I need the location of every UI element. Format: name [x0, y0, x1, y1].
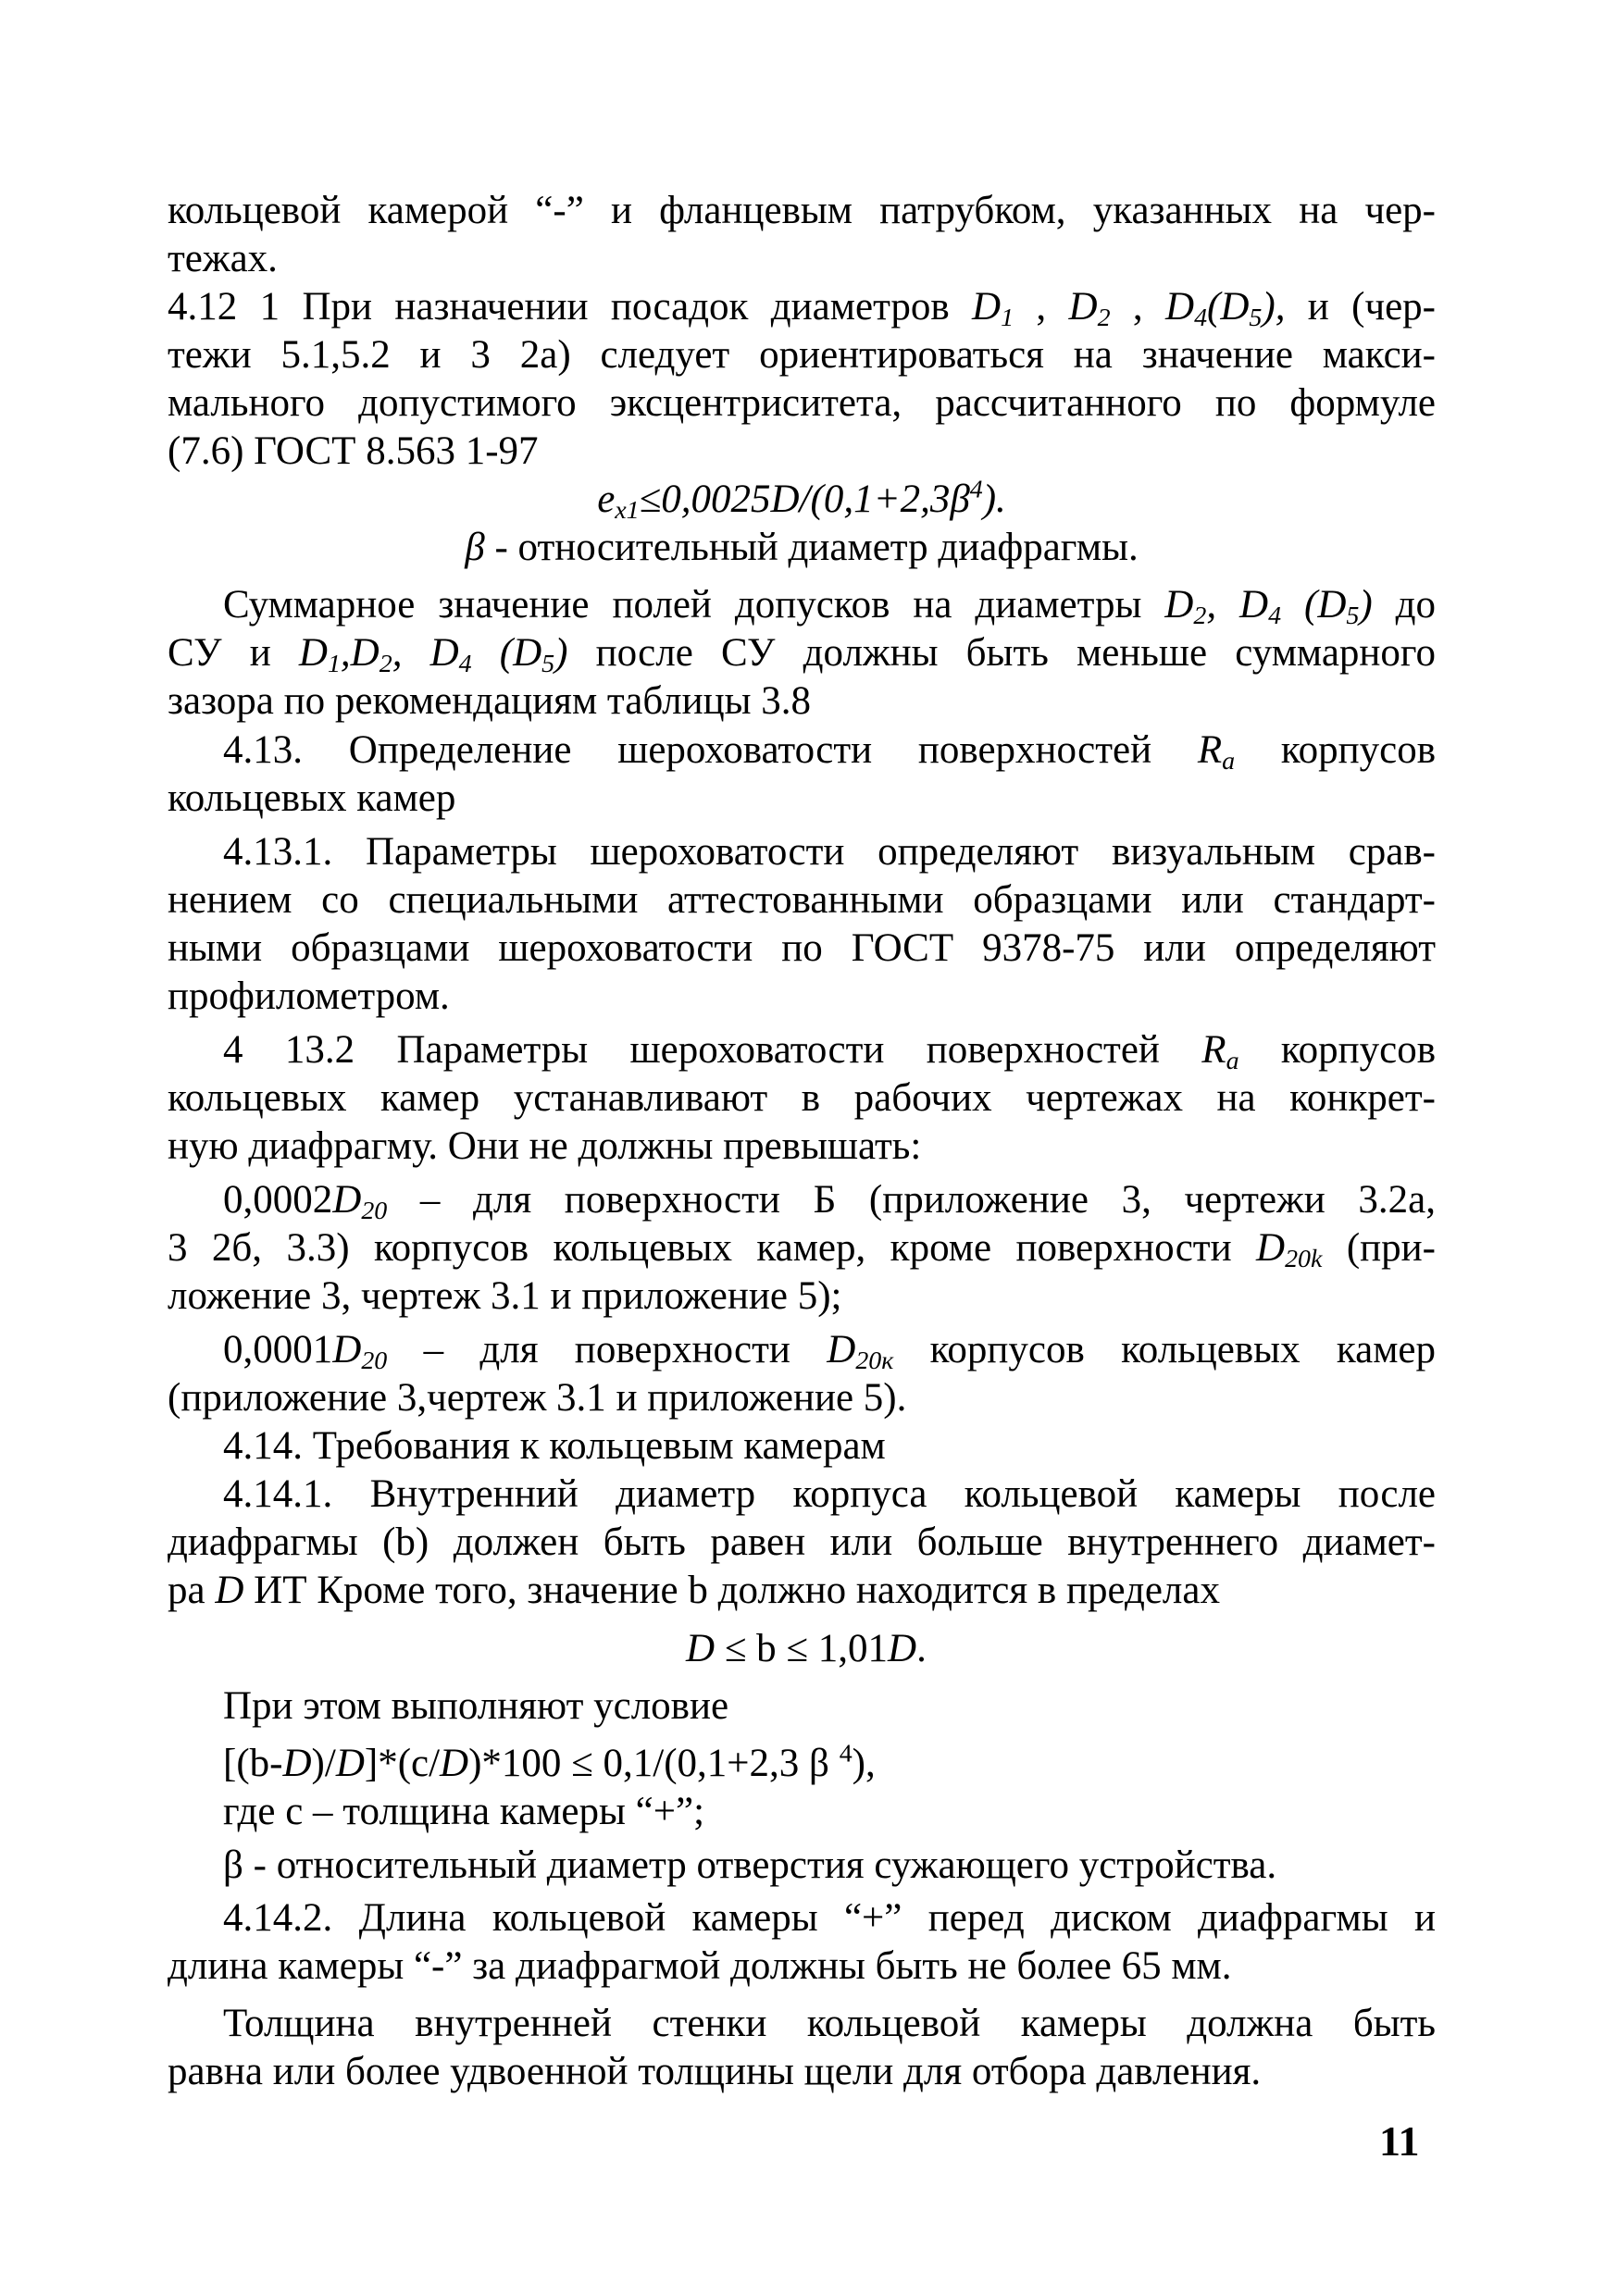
- text-line: ными образцами шероховатости по ГОСТ 9378-75 или определяют: [168, 926, 1436, 970]
- text-line: ра D ИТ Кроме того, значение b должно находится в пределах: [168, 1569, 1220, 1612]
- section-heading-4-13: 4.13. Определение шероховатости поверхностей $R_a$ корпусов: [223, 728, 1437, 776]
- text-line: β - относительный диаметр отверстия сужающего устройства.: [223, 1843, 1277, 1887]
- text-line: зазора по рекомендациям таблицы 3.8: [168, 679, 811, 723]
- text-line: тежах.: [168, 237, 278, 280]
- text-line: ложение 3, чертеж 3.1 и приложение 5);: [168, 1274, 842, 1318]
- section-heading-4-14: 4.14. Требования к кольцевым камерам: [223, 1424, 886, 1468]
- text-line: Суммарное значение полей допусков на диаметры $D_2$, $D_4$ $(D_5)$ до: [223, 583, 1437, 630]
- text-line: 4.14.2. Длина кольцевой камеры “+” перед диском диафрагмы и: [223, 1896, 1436, 1940]
- text-line: тежи 5.1,5.2 и 3 2а) следует ориентироваться на значение макси-: [168, 333, 1436, 377]
- text-line: ную диафрагму. Они не должны превышать:: [168, 1124, 922, 1168]
- text-line: мального допустимого эксцентриситета, рассчитанного по формуле: [168, 381, 1436, 425]
- text-line: При этом выполняют условие: [223, 1684, 729, 1728]
- text-line: длина камеры “-” за диафрагмой должны быть не более 65 мм.: [168, 1944, 1232, 1988]
- page-number: 11: [1379, 2117, 1420, 2165]
- text-line: кольцевых камер: [168, 776, 456, 820]
- text-line: профилометром.: [168, 974, 450, 1018]
- formula-range: D ≤ b ≤ 1,01D.: [686, 1627, 927, 1670]
- text-line: (7.6) ГОСТ 8.563 1-97: [168, 429, 539, 473]
- text-line: 4.14.1. Внутренний диаметр корпуса кольцевой камеры после: [223, 1472, 1436, 1516]
- text-line: (приложение 3,чертеж 3.1 и приложение 5).: [168, 1376, 907, 1420]
- text-line: 3 2б, 3.3) корпусов кольцевых камер, кроме поверхности $D_{20k}$ (при-: [168, 1226, 1436, 1273]
- text-line: $0,0002D_{20}$ – для поверхности Б (приложение 3, чертежи 3.2а,: [223, 1178, 1436, 1225]
- text-line: диафрагмы (b) должен быть равен или больше внутреннего диамет-: [168, 1520, 1436, 1564]
- text-line: кольцевых камер устанавливают в рабочих чертежах на конкрет-: [168, 1076, 1436, 1120]
- text-line: СУ и $D_1,D_2$, $D_4$ $(D_5)$ после СУ должны быть меньше суммарного: [168, 631, 1436, 678]
- formula-eccentricity: $e_{x1}\le 0,0025D/(0,1+2,3\beta^4)$.: [597, 475, 1006, 525]
- text-line: 4.12 1 При назначении посадок диаметров $D_1$ , $D_2$ , $D_4(D_5)$, и (чер-: [168, 285, 1437, 332]
- formula-condition: [(b-D)/D]*(c/D)*100 ≤ 0,1/(0,1+2,3 β $^4$),: [223, 1739, 876, 1785]
- text-line: 4 13.2 Параметры шероховатости поверхностей $R_a$ корпусов: [223, 1028, 1436, 1075]
- text-line: равна или более удвоенной толщины щели для отбора давления.: [168, 2050, 1262, 2093]
- formula-note: β - относительный диаметр диафрагмы.: [465, 526, 1139, 569]
- text-line: где с – толщина камеры “+”;: [223, 1790, 705, 1833]
- text-line: 4.13.1. Параметры шероховатости определяют визуальным срав-: [223, 830, 1436, 874]
- text-line: $0,0001D_{20}$ – для поверхности $D_{20к}$ корпусов кольцевых камер: [223, 1328, 1437, 1375]
- text-line: Толщина внутренней стенки кольцевой камеры должна быть: [223, 2002, 1436, 2045]
- text-line: нением со специальными аттестованными образцами или стандарт-: [168, 878, 1436, 922]
- text-line: кольцевой камерой “-” и фланцевым патрубком, указанных на чер-: [168, 189, 1436, 232]
